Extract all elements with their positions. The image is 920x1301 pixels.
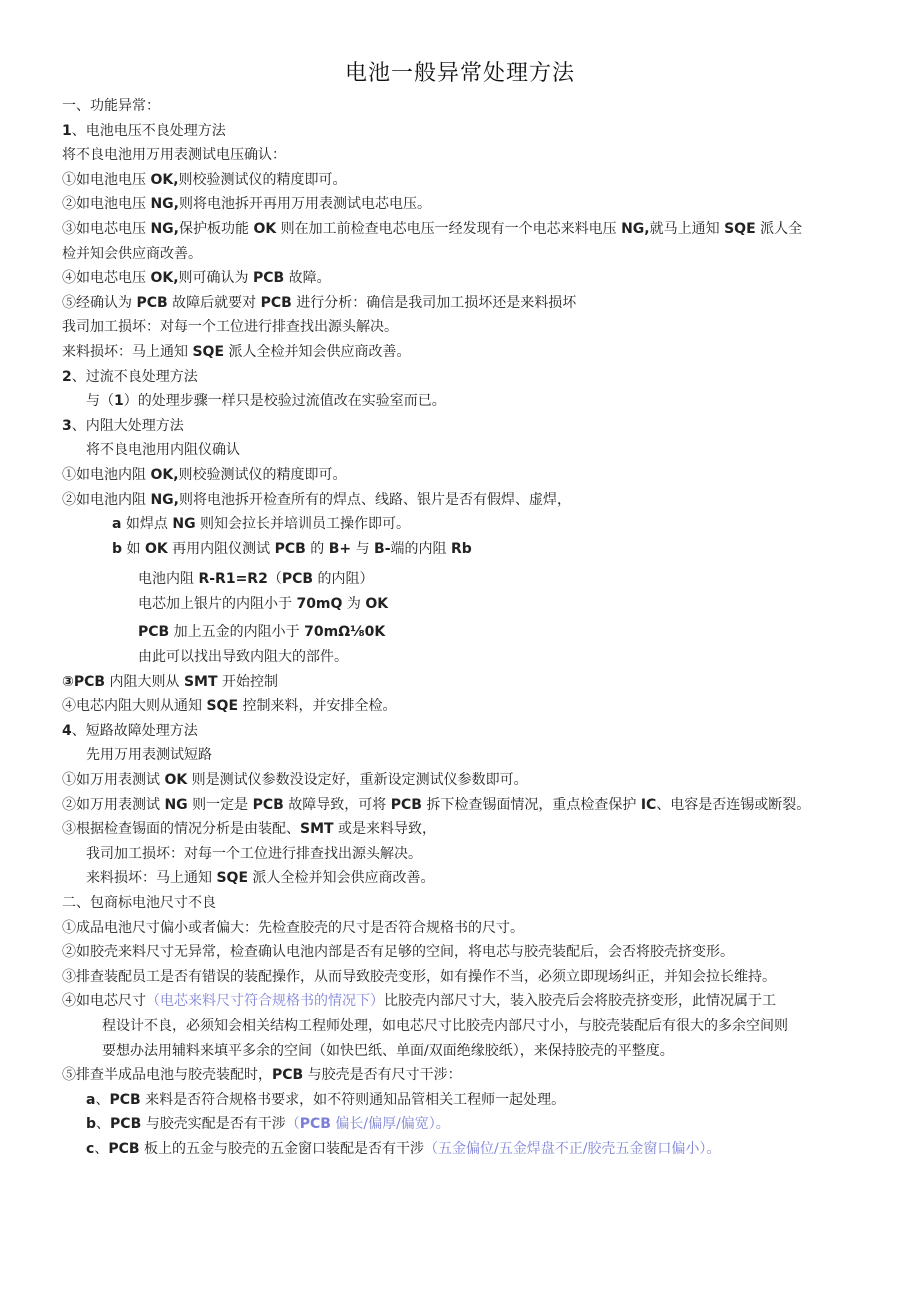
text-segment: 则校验测试仪的精度即可。 bbox=[178, 171, 347, 188]
text-segment: 一、功能异常： bbox=[62, 98, 160, 114]
text-line bbox=[62, 866, 892, 891]
text-line bbox=[62, 463, 892, 488]
text-line bbox=[62, 768, 892, 793]
text-line bbox=[62, 989, 892, 1014]
text-segment: PCB bbox=[299, 1116, 331, 1133]
text-segment: 则将电池拆开再用万用表测试电芯电压。 bbox=[178, 196, 431, 213]
text-segment: 如焊点 bbox=[121, 516, 173, 533]
text-segment: 端的内阻 bbox=[390, 540, 451, 557]
text-segment: ③PCB bbox=[62, 673, 106, 690]
text-segment: 检并知会供应商改善。 bbox=[62, 245, 202, 262]
text-segment: ②如电池内阻 bbox=[62, 491, 151, 508]
text-line bbox=[62, 438, 892, 463]
text-line bbox=[62, 94, 892, 119]
text-segment: NG, bbox=[150, 220, 179, 237]
text-segment: 则在加工前检查电芯电压一经发现有一个电芯来料电压 bbox=[276, 220, 622, 237]
text-segment: 1 bbox=[114, 393, 124, 410]
text-segment: PCB bbox=[390, 796, 422, 813]
text-segment: OK, bbox=[150, 270, 179, 287]
text-line bbox=[62, 389, 892, 414]
text-segment: 二、包商标电池尺寸不良 bbox=[62, 895, 216, 911]
text-segment: OK bbox=[365, 595, 389, 612]
text-segment: 或是来料导致， bbox=[333, 821, 437, 838]
text-segment: 、电容是否连锡或断裂。 bbox=[656, 796, 811, 813]
text-segment: 、 bbox=[95, 1091, 110, 1108]
text-segment: 则知会拉长并培训员工操作即可。 bbox=[195, 516, 411, 533]
text-segment: 的内阻） bbox=[313, 571, 374, 588]
text-segment: 电池内阻 bbox=[138, 571, 199, 588]
text-segment: 先用万用表测试短路 bbox=[86, 747, 212, 764]
text-segment: 来料是否符合规格书要求，如不符则通知品管相关工程师一起处理。 bbox=[140, 1091, 566, 1108]
text-segment: B- bbox=[374, 540, 391, 557]
text-line bbox=[62, 512, 892, 537]
text-line bbox=[62, 743, 892, 768]
text-segment: NG, bbox=[621, 220, 650, 237]
text-segment: 开始控制 bbox=[217, 673, 278, 690]
text-segment: 、电池电压不良处理方法 bbox=[71, 122, 226, 139]
text-segment: c bbox=[86, 1140, 95, 1157]
text-line bbox=[62, 242, 892, 267]
text-segment: 1 bbox=[62, 122, 72, 139]
text-line bbox=[62, 817, 892, 842]
text-line bbox=[62, 670, 892, 695]
text-line bbox=[62, 119, 892, 144]
text-segment: PCB bbox=[260, 294, 292, 311]
text-segment: PCB bbox=[272, 1067, 304, 1084]
text-segment: SQE bbox=[192, 343, 225, 360]
text-segment: ④如电芯电压 bbox=[62, 270, 151, 287]
text-segment: a bbox=[112, 516, 122, 533]
text-segment: 与（ bbox=[86, 393, 114, 410]
text-segment: 来料损坏：马上通知 bbox=[86, 870, 217, 887]
text-segment: SMT bbox=[183, 673, 218, 690]
text-segment: 的 bbox=[305, 540, 329, 557]
text-segment: 、 bbox=[94, 1140, 109, 1157]
text-segment: 再用内阻仪测试 bbox=[167, 540, 275, 557]
text-segment: ④电芯内阻大则从通知 bbox=[62, 698, 207, 715]
text-segment: 将不良电池用内阻仪确认 bbox=[86, 442, 240, 459]
text-line bbox=[62, 719, 892, 744]
text-segment: NG, bbox=[150, 491, 179, 508]
text-segment: PCB bbox=[109, 1091, 141, 1108]
text-segment: ④如电芯尺寸 bbox=[62, 993, 146, 1010]
text-segment: 如 bbox=[122, 540, 145, 557]
text-line bbox=[62, 217, 892, 242]
text-segment: b bbox=[112, 540, 123, 557]
text-segment: PCB bbox=[138, 624, 170, 641]
text-segment: 故障。 bbox=[284, 270, 331, 287]
text-line bbox=[62, 315, 892, 340]
text-segment: 就马上通知 bbox=[649, 220, 725, 237]
text-segment: ①如万用表测试 bbox=[62, 772, 165, 789]
text-segment: 则校验测试仪的精度即可。 bbox=[178, 466, 347, 483]
text-segment: ①成品电池尺寸偏小或者偏大：先检查胶壳的尺寸是否符合规格书的尺寸。 bbox=[62, 919, 524, 936]
text-line bbox=[62, 414, 892, 439]
text-segment: 由此可以找出导致内阻大的部件。 bbox=[138, 649, 348, 666]
text-segment: 与 bbox=[351, 540, 375, 557]
text-line bbox=[62, 940, 892, 965]
text-segment: OK bbox=[253, 220, 277, 237]
text-line bbox=[62, 891, 892, 916]
text-segment: ③排查装配员工是否有错误的装配操作，从而导致胶壳变形，如有操作不当，必须立即现场纠正，并知会拉长维持。 bbox=[62, 968, 776, 985]
text-segment: 进行分析：确信是我司加工损坏还是来料损坏 bbox=[291, 294, 577, 311]
text-line bbox=[62, 567, 892, 592]
text-segment: （ bbox=[285, 1116, 300, 1133]
text-segment: OK bbox=[164, 772, 188, 789]
text-segment: ③根据检查锡面的情况分析是由装配、 bbox=[62, 821, 300, 838]
text-segment: ②如电池电压 bbox=[62, 196, 151, 213]
text-line bbox=[62, 620, 892, 645]
text-segment: 为 bbox=[342, 595, 366, 612]
text-line bbox=[62, 488, 892, 513]
text-segment: 与胶壳实配是否有干涉 bbox=[141, 1116, 286, 1133]
text-segment: 偏长/偏厚/偏宽）。 bbox=[330, 1116, 450, 1133]
text-segment: 则一定是 bbox=[187, 796, 253, 813]
text-segment: 比胶壳内部尺寸大，装入胶壳后会将胶壳挤变形，此情况属于工 bbox=[384, 993, 776, 1010]
text-segment: 拆下检查锡面情况，重点检查保护 bbox=[421, 796, 641, 813]
text-segment: 我司加工损坏：对每一个工位进行排查找出源头解决。 bbox=[62, 319, 398, 336]
text-segment: 控制来料，并安排全检。 bbox=[238, 698, 397, 715]
text-segment: 、 bbox=[96, 1116, 111, 1133]
text-segment: B+ bbox=[328, 540, 352, 557]
text-line bbox=[62, 842, 892, 867]
text-segment: 加上五金的内阻小于 bbox=[169, 624, 305, 641]
text-segment: R-R1=R2 bbox=[198, 571, 268, 588]
text-line bbox=[62, 266, 892, 291]
text-segment: ⑤经确认为 bbox=[62, 294, 137, 311]
text-segment: 则可确认为 bbox=[178, 270, 253, 287]
text-segment: 板上的五金与胶壳的五金窗口装配是否有干涉 bbox=[139, 1140, 424, 1157]
text-line bbox=[62, 365, 892, 390]
text-segment: 70mΩ⅛0K bbox=[304, 624, 386, 641]
text-segment: b bbox=[86, 1116, 97, 1133]
text-line bbox=[62, 694, 892, 719]
text-line bbox=[62, 1039, 892, 1064]
text-segment: NG bbox=[172, 516, 196, 533]
text-segment: SQE bbox=[206, 698, 239, 715]
text-segment: 派人全检并知会供应商改善。 bbox=[248, 870, 435, 887]
text-segment: 4 bbox=[62, 722, 72, 739]
text-line bbox=[62, 1088, 892, 1113]
text-segment: IC bbox=[640, 796, 657, 813]
text-segment: ）的处理步骤一样只是校验过流值改在实验室而已。 bbox=[123, 393, 446, 410]
text-line bbox=[62, 592, 892, 617]
text-segment: 3 bbox=[62, 417, 72, 434]
text-line bbox=[62, 645, 892, 670]
text-segment: 要想办法用辅料来填平多余的空间（如快巴纸、单面/双面绝缘胶纸），来保持胶壳的平整度。 bbox=[102, 1042, 674, 1059]
text-segment: ①如电池内阻 bbox=[62, 466, 151, 483]
text-segment: SMT bbox=[300, 821, 334, 838]
text-segment: 则将电池拆开检查所有的焊点、线路、银片是否有假焊、虚焊， bbox=[178, 491, 571, 508]
text-line bbox=[62, 965, 892, 990]
text-segment: 70mQ bbox=[296, 595, 343, 612]
text-segment: NG bbox=[164, 796, 188, 813]
document-body bbox=[62, 94, 892, 1162]
text-line bbox=[62, 1137, 892, 1162]
text-line bbox=[62, 1014, 892, 1039]
text-line bbox=[62, 291, 892, 316]
text-segment: 故障导致，可将 bbox=[283, 796, 391, 813]
text-segment: 内阻大则从 bbox=[105, 673, 184, 690]
text-line bbox=[62, 340, 892, 365]
text-segment: （电芯来料尺寸符合规格书的情况下） bbox=[146, 993, 384, 1010]
text-segment: PCB bbox=[110, 1116, 142, 1133]
text-segment: 来料损坏：马上通知 bbox=[62, 343, 193, 360]
text-segment: OK, bbox=[150, 171, 179, 188]
page-title: 电池一般异常处理方法 bbox=[344, 61, 575, 86]
text-segment: 、短路故障处理方法 bbox=[71, 722, 198, 739]
text-line bbox=[62, 168, 892, 193]
text-segment: OK bbox=[144, 540, 168, 557]
text-segment: NG, bbox=[150, 196, 179, 213]
text-segment: 派人全 bbox=[755, 220, 803, 237]
text-segment: 与胶壳是否有尺寸干涉： bbox=[303, 1067, 462, 1084]
text-line bbox=[62, 143, 892, 168]
text-segment: 、内阻大处理方法 bbox=[71, 417, 184, 434]
text-segment: 程设计不良，必须知会相关结构工程师处理，如电芯尺寸比胶壳内部尺寸小，与胶壳装配后有很大的多余空间则 bbox=[102, 1017, 788, 1034]
text-segment: （ bbox=[267, 571, 282, 588]
text-segment: ⑤排查半成品电池与胶壳装配时， bbox=[62, 1067, 272, 1084]
text-segment: SQE bbox=[216, 870, 249, 887]
text-segment: 派人全检并知会供应商改善。 bbox=[224, 343, 411, 360]
text-line bbox=[62, 793, 892, 818]
text-segment: 则是测试仪参数没设定好，重新设定测试仪参数即可。 bbox=[187, 772, 528, 789]
text-line bbox=[62, 916, 892, 941]
text-segment: a bbox=[86, 1091, 96, 1108]
text-segment: ②如万用表测试 bbox=[62, 796, 165, 813]
text-segment: 保护板功能 bbox=[178, 220, 254, 237]
text-segment: 2 bbox=[62, 368, 72, 385]
text-line bbox=[62, 1063, 892, 1088]
text-segment: PCB bbox=[252, 270, 285, 287]
text-segment: SQE bbox=[724, 220, 756, 237]
text-segment: 我司加工损坏：对每一个工位进行排查找出源头解决。 bbox=[86, 845, 422, 862]
text-segment: PCB bbox=[136, 294, 168, 311]
text-segment: （五金偏位/五金焊盘不正/胶壳五金窗口偏小）。 bbox=[423, 1140, 721, 1157]
text-line bbox=[62, 1112, 892, 1137]
text-segment: 电芯加上银片的内阻小于 bbox=[138, 595, 297, 612]
text-segment: 故障后就要对 bbox=[167, 294, 261, 311]
text-line bbox=[62, 537, 892, 562]
text-segment: ②如胶壳来料尺寸无异常，检查确认电池内部是否有足够的空间，将电芯与胶壳装配后，会否将胶壳挤变形。 bbox=[62, 944, 734, 961]
text-line bbox=[62, 192, 892, 217]
text-segment: ③如电芯电压 bbox=[62, 220, 151, 237]
text-segment: PCB bbox=[108, 1140, 140, 1157]
text-segment: Rb bbox=[450, 540, 472, 557]
text-segment: PCB bbox=[274, 540, 306, 557]
text-segment: PCB bbox=[281, 571, 314, 588]
text-segment: OK, bbox=[150, 466, 179, 483]
text-segment: 、过流不良处理方法 bbox=[71, 368, 198, 385]
text-segment: PCB bbox=[252, 796, 284, 813]
text-segment: 将不良电池用万用表测试电压确认： bbox=[62, 147, 286, 164]
text-segment: ①如电池电压 bbox=[62, 171, 151, 188]
